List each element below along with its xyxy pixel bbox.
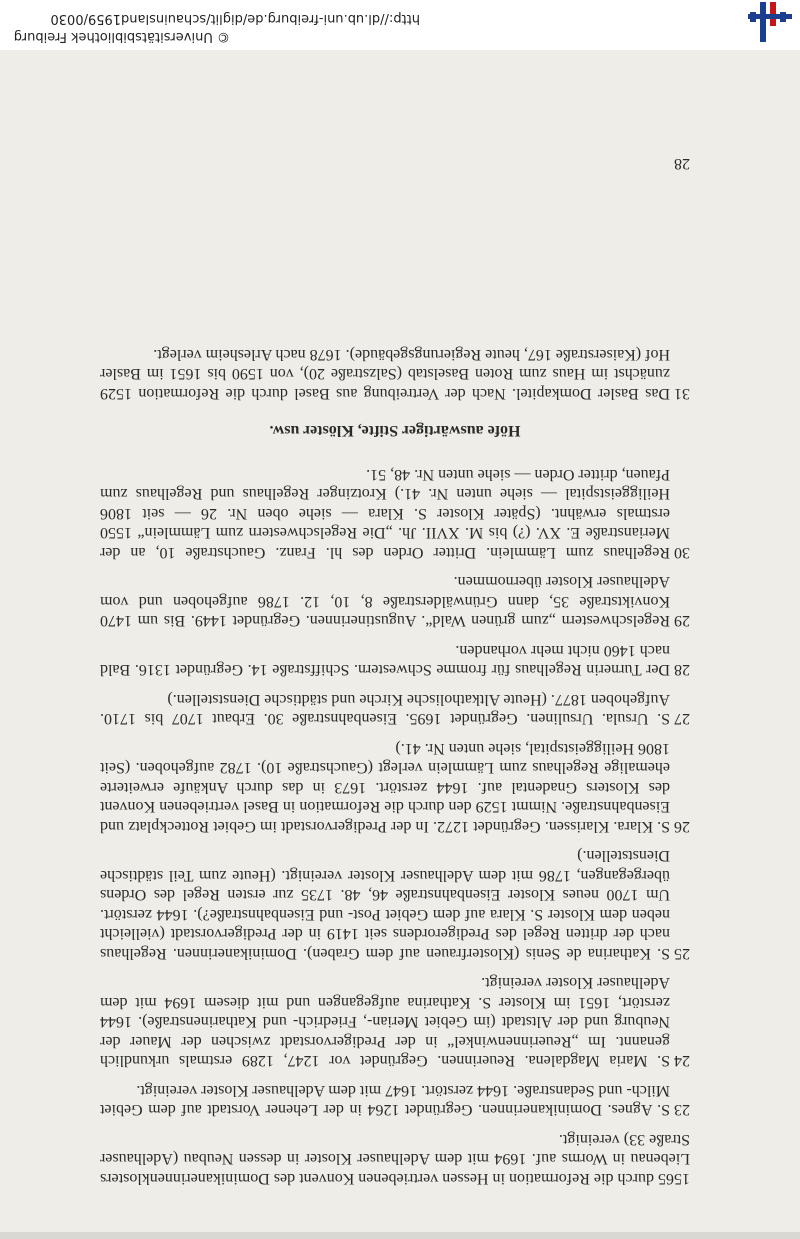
copyright-credit: © Universitätsbibliothek Freiburg — [13, 29, 230, 44]
list-item — [100, 465, 690, 563]
entry-number: 30 — [674, 544, 690, 561]
entry-text: S. Katharina de Senis (Klosterfrauen auf dem Graben). Dominikanerinnen. Regelhaus nach der dritten Regel des Predigerordens seit 1419 in der Predigervorstadt (vielleicht neben dem Kloster S. Klara auf dem Gebiet Post- und Eisenbahnstraße?). 1644 zerstört. Um 1700 neues Kloster Eisenbahnstraße 46, 48. 1735 zur ersten Regel des Ordens übergegangen, 1786 mit dem Adelhauser Kloster vereinigt. (Heute zum Teil städtische Dienststellen.) — [100, 847, 670, 962]
entry-text: Regelhaus zum Lämmlein. Dritter Orden des hl. Franz. Gauchstraße 10, an der Merianstraße E. XV. (?) bis M. XVII. Jh. „Die Regelschwestern zum Lämmlein“ 1550 erstmals erwähnt. (Später Kloster S. Klara — siehe oben Nr. 26 — seit 1806 Heiliggeistspital — siehe unten Nr. 41.) Krotzinger Regelhaus und Regelhaus zum Pfauen, dritter Orden — siehe unten Nr. 48, 51. — [100, 466, 670, 561]
entry-number: 24 — [674, 1052, 690, 1070]
entry-text: Das Basler Domkapitel. Nach der Vertreibung aus Basel durch die Reformation 1529 zunächst im Haus zum Roten Baselstab (Salzstraße 20), von 1590 bis 1651 im Basler Hof (Kaiserstraße 167, heute Regierungsgebäude). 1678 nach Arlesheim verlegt. — [100, 346, 670, 402]
header-text — [0, 0, 800, 50]
list-item — [100, 345, 690, 404]
entry-number: 23 — [674, 1101, 690, 1119]
list-item — [100, 690, 690, 729]
entry-number: 29 — [674, 612, 690, 630]
entry-number: 28 — [674, 661, 690, 679]
entry-number: 26 — [674, 818, 690, 835]
list-item — [100, 739, 690, 837]
list-item — [100, 572, 690, 631]
page-content-rotated — [0, 50, 800, 1232]
entry-number: 31 — [674, 385, 690, 402]
entry-number: 25 — [674, 945, 690, 962]
viewer-header — [0, 0, 800, 50]
entry-text: S. Agnes. Dominikanerinnen. Gegründet 1264 in der Lehener Vorstadt auf dem Gebiet Milch- und Sedanstraße. 1644 zerstört. 1647 mit dem Adelhauser Kloster vereinigt. — [100, 1082, 670, 1119]
source-url-link[interactable]: http://dl.ub.uni-freiburg.de/diglit/schauinsland1959/0030 — [50, 11, 420, 26]
entry-text: S. Maria Magdalena. Reuerinnen. Gegründet vor 1247, 1289 erstmals urkundlich genannt. Im „Reuerinnenwinkel“ in der Predigervorstadt zwischen der Mauer der Neuburg und der Altstadt (im Gebiet Merian-, Friedrich- und Katharinenstraße). 1644 zerstört, 1651 im Kloster S. Katharina aufgegangen und mit diesem 1694 mit dem Adelhauser Kloster vereinigt. — [100, 974, 670, 1070]
section-heading: Höfe auswärtiger Stifte, Klöster usw. — [269, 422, 521, 440]
entry-list — [100, 465, 690, 1120]
entry-text: S. Klara. Klarissen. Gegründet 1272. In der Predigervorstadt im Gebiet Rotteckplatz und Eisenbahnstraße. Nimmt 1529 den durch die Reformation in Basel vertriebenen Konvent des Klosters Gnadental auf. 1644 zerstört. 1673 in das durch Ankäufe erweiterte ehemalige Regelhaus zum Lämmlein verlegt (Gauchstraße 10). 1782 aufgehoben. (Seit 1806 Heiliggeistspital, siehe unten Nr. 41.) — [100, 740, 670, 835]
list-item — [100, 1081, 690, 1120]
page-number: 28 — [674, 155, 690, 172]
list-item — [100, 973, 690, 1071]
entry-list-2 — [100, 345, 690, 404]
intro-paragraph: 1565 durch die Reformation in Hessen vertriebenen Konvent des Dominikanerinnenklosters Liebenau in Worms auf. 1694 mit dem Adelhauser Kloster in dessen Neubau (Adelhauser Straße 33) vereinigt. — [100, 1131, 690, 1187]
text-block — [100, 335, 690, 1189]
scanned-page — [0, 50, 800, 1232]
bottom-border — [0, 1232, 800, 1239]
entry-text: Regelschwestern „zum grünen Wald“. Augustinerinnen. Gegründet 1449. Bis um 1470 Konviktstraße 35, dann Grünwälderstraße 8, 10, 12. 1786 aufgehoben und vom Adelhauser Kloster übernommen. — [100, 573, 670, 630]
list-item — [100, 641, 690, 680]
list-item — [100, 846, 690, 963]
entry-text: Der Turnerin Regelhaus für fromme Schwestern. Schiffstraße 14. Gegründet 1316. Bald nach 1460 nicht mehr vorhanden. — [100, 642, 670, 679]
entry-number: 27 — [674, 710, 690, 728]
entry-text: S. Ursula. Ursulinen. Gegründet 1695. Eisenbahnstraße 30. Erbaut 1707 bis 1710. Aufgehoben 1877. (Heute Altkatholische Kirche und städtische Dienststellen.) — [100, 691, 670, 728]
